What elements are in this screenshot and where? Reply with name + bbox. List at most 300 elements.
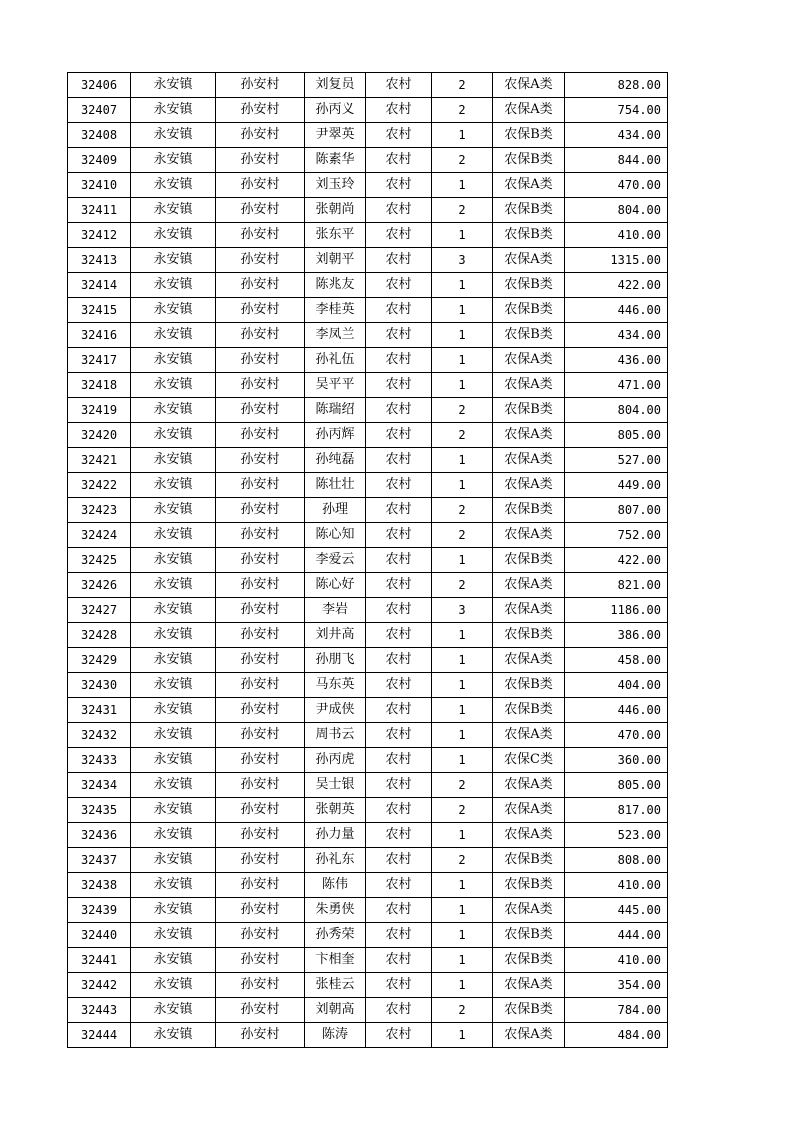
record-id-cell: 32421 — [68, 448, 131, 473]
amount-cell: 444.00 — [565, 923, 668, 948]
insurance-category-cell: 农保A类 — [493, 723, 565, 748]
amount-cell: 410.00 — [565, 223, 668, 248]
town-cell: 永安镇 — [131, 648, 216, 673]
household-count-cell: 1 — [432, 948, 493, 973]
household-count-cell: 3 — [432, 248, 493, 273]
insurance-category-cell: 农保A类 — [493, 373, 565, 398]
insurance-category-cell: 农保A类 — [493, 773, 565, 798]
record-id-cell: 32406 — [68, 73, 131, 98]
household-count-cell: 1 — [432, 673, 493, 698]
record-id-cell: 32442 — [68, 973, 131, 998]
name-cell: 孙理 — [305, 498, 366, 523]
amount-cell: 404.00 — [565, 673, 668, 698]
household-count-cell: 2 — [432, 998, 493, 1023]
record-id-cell: 32430 — [68, 673, 131, 698]
amount-cell: 422.00 — [565, 548, 668, 573]
town-cell: 永安镇 — [131, 273, 216, 298]
area-type-cell: 农村 — [366, 748, 432, 773]
amount-cell: 434.00 — [565, 323, 668, 348]
household-count-cell: 1 — [432, 873, 493, 898]
name-cell: 陈心知 — [305, 523, 366, 548]
name-cell: 李岩 — [305, 598, 366, 623]
village-cell: 孙安村 — [216, 623, 305, 648]
table-row — [68, 523, 668, 548]
table-row — [68, 848, 668, 873]
village-cell: 孙安村 — [216, 273, 305, 298]
town-cell: 永安镇 — [131, 898, 216, 923]
name-cell: 孙力量 — [305, 823, 366, 848]
table-row — [68, 598, 668, 623]
insurance-category-cell: 农保A类 — [493, 173, 565, 198]
area-type-cell: 农村 — [366, 223, 432, 248]
village-cell: 孙安村 — [216, 598, 305, 623]
name-cell: 孙丙虎 — [305, 748, 366, 773]
table-row — [68, 573, 668, 598]
town-cell: 永安镇 — [131, 548, 216, 573]
record-id-cell: 32434 — [68, 773, 131, 798]
record-id-cell: 32417 — [68, 348, 131, 373]
table-row — [68, 698, 668, 723]
village-cell: 孙安村 — [216, 973, 305, 998]
name-cell: 陈伟 — [305, 873, 366, 898]
household-count-cell: 3 — [432, 598, 493, 623]
insurance-category-cell: 农保B类 — [493, 948, 565, 973]
record-id-cell: 32412 — [68, 223, 131, 248]
town-cell: 永安镇 — [131, 823, 216, 848]
name-cell: 吴平平 — [305, 373, 366, 398]
table-row — [68, 398, 668, 423]
town-cell: 永安镇 — [131, 148, 216, 173]
household-count-cell: 1 — [432, 723, 493, 748]
town-cell: 永安镇 — [131, 423, 216, 448]
area-type-cell: 农村 — [366, 823, 432, 848]
name-cell: 孙秀荣 — [305, 923, 366, 948]
record-id-cell: 32420 — [68, 423, 131, 448]
amount-cell: 386.00 — [565, 623, 668, 648]
village-cell: 孙安村 — [216, 348, 305, 373]
household-count-cell: 1 — [432, 698, 493, 723]
household-count-cell: 1 — [432, 473, 493, 498]
village-cell: 孙安村 — [216, 998, 305, 1023]
town-cell: 永安镇 — [131, 623, 216, 648]
amount-cell: 817.00 — [565, 798, 668, 823]
record-id-cell: 32438 — [68, 873, 131, 898]
table-row — [68, 723, 668, 748]
table-row — [68, 623, 668, 648]
amount-cell: 805.00 — [565, 773, 668, 798]
area-type-cell: 农村 — [366, 973, 432, 998]
amount-cell: 804.00 — [565, 198, 668, 223]
insurance-category-cell: 农保B类 — [493, 198, 565, 223]
town-cell: 永安镇 — [131, 398, 216, 423]
village-cell: 孙安村 — [216, 748, 305, 773]
insurance-category-cell: 农保A类 — [493, 648, 565, 673]
name-cell: 李桂英 — [305, 298, 366, 323]
village-cell: 孙安村 — [216, 873, 305, 898]
town-cell: 永安镇 — [131, 998, 216, 1023]
amount-cell: 434.00 — [565, 123, 668, 148]
area-type-cell: 农村 — [366, 573, 432, 598]
village-cell: 孙安村 — [216, 423, 305, 448]
insurance-category-cell: 农保B类 — [493, 148, 565, 173]
village-cell: 孙安村 — [216, 823, 305, 848]
name-cell: 吴士银 — [305, 773, 366, 798]
record-id-cell: 32407 — [68, 98, 131, 123]
area-type-cell: 农村 — [366, 698, 432, 723]
table-row — [68, 823, 668, 848]
table-row — [68, 123, 668, 148]
record-id-cell: 32436 — [68, 823, 131, 848]
insurance-category-cell: 农保A类 — [493, 598, 565, 623]
insurance-category-cell: 农保A类 — [493, 473, 565, 498]
area-type-cell: 农村 — [366, 598, 432, 623]
town-cell: 永安镇 — [131, 598, 216, 623]
household-count-cell: 1 — [432, 898, 493, 923]
household-count-cell: 1 — [432, 223, 493, 248]
table-row — [68, 998, 668, 1023]
insurance-category-cell: 农保B类 — [493, 223, 565, 248]
household-count-cell: 1 — [432, 373, 493, 398]
name-cell: 孙礼伍 — [305, 348, 366, 373]
village-cell: 孙安村 — [216, 648, 305, 673]
insurance-category-cell: 农保B类 — [493, 923, 565, 948]
name-cell: 陈瑞绍 — [305, 398, 366, 423]
record-id-cell: 32432 — [68, 723, 131, 748]
table-row — [68, 248, 668, 273]
household-count-cell: 1 — [432, 973, 493, 998]
record-id-cell: 32425 — [68, 548, 131, 573]
area-type-cell: 农村 — [366, 73, 432, 98]
town-cell: 永安镇 — [131, 673, 216, 698]
name-cell: 李凤兰 — [305, 323, 366, 348]
village-cell: 孙安村 — [216, 373, 305, 398]
town-cell: 永安镇 — [131, 248, 216, 273]
area-type-cell: 农村 — [366, 648, 432, 673]
amount-cell: 422.00 — [565, 273, 668, 298]
area-type-cell: 农村 — [366, 198, 432, 223]
town-cell: 永安镇 — [131, 348, 216, 373]
amount-cell: 436.00 — [565, 348, 668, 373]
insurance-category-cell: 农保A类 — [493, 1023, 565, 1048]
record-id-cell: 32435 — [68, 798, 131, 823]
household-count-cell: 2 — [432, 148, 493, 173]
area-type-cell: 农村 — [366, 1023, 432, 1048]
table-row — [68, 1023, 668, 1048]
town-cell: 永安镇 — [131, 848, 216, 873]
household-count-cell: 1 — [432, 748, 493, 773]
amount-cell: 458.00 — [565, 648, 668, 673]
village-cell: 孙安村 — [216, 773, 305, 798]
record-id-cell: 32410 — [68, 173, 131, 198]
village-cell: 孙安村 — [216, 248, 305, 273]
town-cell: 永安镇 — [131, 798, 216, 823]
record-id-cell: 32431 — [68, 698, 131, 723]
name-cell: 刘井高 — [305, 623, 366, 648]
table-row — [68, 98, 668, 123]
record-id-cell: 32444 — [68, 1023, 131, 1048]
insurance-category-cell: 农保B类 — [493, 398, 565, 423]
record-id-cell: 32409 — [68, 148, 131, 173]
household-count-cell: 1 — [432, 323, 493, 348]
household-count-cell: 2 — [432, 773, 493, 798]
household-count-cell: 1 — [432, 173, 493, 198]
record-id-cell: 32433 — [68, 748, 131, 773]
village-cell: 孙安村 — [216, 698, 305, 723]
town-cell: 永安镇 — [131, 923, 216, 948]
amount-cell: 844.00 — [565, 148, 668, 173]
name-cell: 卞相奎 — [305, 948, 366, 973]
village-cell: 孙安村 — [216, 898, 305, 923]
area-type-cell: 农村 — [366, 498, 432, 523]
area-type-cell: 农村 — [366, 548, 432, 573]
record-id-cell: 32413 — [68, 248, 131, 273]
amount-cell: 354.00 — [565, 973, 668, 998]
area-type-cell: 农村 — [366, 348, 432, 373]
amount-cell: 471.00 — [565, 373, 668, 398]
household-count-cell: 2 — [432, 848, 493, 873]
area-type-cell: 农村 — [366, 473, 432, 498]
name-cell: 刘复员 — [305, 73, 366, 98]
area-type-cell: 农村 — [366, 798, 432, 823]
insurance-category-cell: 农保A类 — [493, 973, 565, 998]
name-cell: 尹翠英 — [305, 123, 366, 148]
table-row — [68, 448, 668, 473]
household-count-cell: 2 — [432, 798, 493, 823]
insurance-category-cell: 农保B类 — [493, 123, 565, 148]
town-cell: 永安镇 — [131, 298, 216, 323]
village-cell: 孙安村 — [216, 798, 305, 823]
amount-cell: 360.00 — [565, 748, 668, 773]
table-body — [68, 73, 668, 1048]
village-cell: 孙安村 — [216, 1023, 305, 1048]
name-cell: 陈心好 — [305, 573, 366, 598]
amount-cell: 1186.00 — [565, 598, 668, 623]
household-count-cell: 2 — [432, 98, 493, 123]
name-cell: 马东英 — [305, 673, 366, 698]
amount-cell: 527.00 — [565, 448, 668, 473]
table-row — [68, 648, 668, 673]
town-cell: 永安镇 — [131, 323, 216, 348]
town-cell: 永安镇 — [131, 523, 216, 548]
town-cell: 永安镇 — [131, 748, 216, 773]
household-count-cell: 2 — [432, 73, 493, 98]
town-cell: 永安镇 — [131, 698, 216, 723]
amount-cell: 446.00 — [565, 298, 668, 323]
name-cell: 陈素华 — [305, 148, 366, 173]
town-cell: 永安镇 — [131, 473, 216, 498]
name-cell: 孙纯磊 — [305, 448, 366, 473]
insurance-category-cell: 农保B类 — [493, 273, 565, 298]
town-cell: 永安镇 — [131, 373, 216, 398]
village-cell: 孙安村 — [216, 73, 305, 98]
amount-cell: 821.00 — [565, 573, 668, 598]
insurance-category-cell: 农保A类 — [493, 448, 565, 473]
village-cell: 孙安村 — [216, 923, 305, 948]
insurance-category-cell: 农保B类 — [493, 848, 565, 873]
household-count-cell: 2 — [432, 398, 493, 423]
area-type-cell: 农村 — [366, 723, 432, 748]
amount-cell: 484.00 — [565, 1023, 668, 1048]
amount-cell: 828.00 — [565, 73, 668, 98]
insurance-category-cell: 农保A类 — [493, 823, 565, 848]
table-row — [68, 348, 668, 373]
record-id-cell: 32411 — [68, 198, 131, 223]
table-row — [68, 323, 668, 348]
insurance-category-cell: 农保B类 — [493, 548, 565, 573]
insurance-category-cell: 农保B类 — [493, 298, 565, 323]
table-row — [68, 473, 668, 498]
household-count-cell: 1 — [432, 348, 493, 373]
village-cell: 孙安村 — [216, 573, 305, 598]
insurance-category-cell: 农保B类 — [493, 698, 565, 723]
village-cell: 孙安村 — [216, 148, 305, 173]
record-id-cell: 32440 — [68, 923, 131, 948]
area-type-cell: 农村 — [366, 998, 432, 1023]
town-cell: 永安镇 — [131, 448, 216, 473]
area-type-cell: 农村 — [366, 948, 432, 973]
town-cell: 永安镇 — [131, 573, 216, 598]
area-type-cell: 农村 — [366, 423, 432, 448]
name-cell: 陈壮壮 — [305, 473, 366, 498]
table-row — [68, 198, 668, 223]
name-cell: 张桂云 — [305, 973, 366, 998]
village-cell: 孙安村 — [216, 198, 305, 223]
record-id-cell: 32422 — [68, 473, 131, 498]
area-type-cell: 农村 — [366, 173, 432, 198]
record-id-cell: 32415 — [68, 298, 131, 323]
area-type-cell: 农村 — [366, 398, 432, 423]
name-cell: 张朝英 — [305, 798, 366, 823]
name-cell: 孙朋飞 — [305, 648, 366, 673]
name-cell: 孙礼东 — [305, 848, 366, 873]
area-type-cell: 农村 — [366, 248, 432, 273]
insurance-category-cell: 农保A类 — [493, 423, 565, 448]
amount-cell: 470.00 — [565, 723, 668, 748]
town-cell: 永安镇 — [131, 498, 216, 523]
area-type-cell: 农村 — [366, 623, 432, 648]
household-count-cell: 2 — [432, 498, 493, 523]
table-row — [68, 748, 668, 773]
table-row — [68, 173, 668, 198]
table-row — [68, 548, 668, 573]
name-cell: 周书云 — [305, 723, 366, 748]
table-row — [68, 673, 668, 698]
amount-cell: 1315.00 — [565, 248, 668, 273]
area-type-cell: 农村 — [366, 448, 432, 473]
insurance-category-cell: 农保B类 — [493, 998, 565, 1023]
amount-cell: 754.00 — [565, 98, 668, 123]
town-cell: 永安镇 — [131, 773, 216, 798]
record-id-cell: 32428 — [68, 623, 131, 648]
town-cell: 永安镇 — [131, 223, 216, 248]
record-id-cell: 32437 — [68, 848, 131, 873]
insurance-category-cell: 农保A类 — [493, 573, 565, 598]
town-cell: 永安镇 — [131, 973, 216, 998]
household-count-cell: 1 — [432, 923, 493, 948]
area-type-cell: 农村 — [366, 848, 432, 873]
record-id-cell: 32441 — [68, 948, 131, 973]
amount-cell: 445.00 — [565, 898, 668, 923]
record-id-cell: 32424 — [68, 523, 131, 548]
area-type-cell: 农村 — [366, 773, 432, 798]
record-id-cell: 32443 — [68, 998, 131, 1023]
insurance-category-cell: 农保A类 — [493, 898, 565, 923]
village-cell: 孙安村 — [216, 298, 305, 323]
table-row — [68, 223, 668, 248]
household-count-cell: 1 — [432, 298, 493, 323]
amount-cell: 804.00 — [565, 398, 668, 423]
area-type-cell: 农村 — [366, 673, 432, 698]
insurance-category-cell: 农保B类 — [493, 498, 565, 523]
insurance-category-cell: 农保B类 — [493, 323, 565, 348]
record-id-cell: 32414 — [68, 273, 131, 298]
household-count-cell: 1 — [432, 448, 493, 473]
village-cell: 孙安村 — [216, 123, 305, 148]
amount-cell: 410.00 — [565, 948, 668, 973]
area-type-cell: 农村 — [366, 273, 432, 298]
household-count-cell: 1 — [432, 623, 493, 648]
record-id-cell: 32408 — [68, 123, 131, 148]
insurance-category-cell: 农保B类 — [493, 673, 565, 698]
name-cell: 孙丙义 — [305, 98, 366, 123]
insurance-category-cell: 农保A类 — [493, 73, 565, 98]
village-cell: 孙安村 — [216, 323, 305, 348]
data-table — [67, 72, 668, 1048]
insurance-category-cell: 农保C类 — [493, 748, 565, 773]
amount-cell: 449.00 — [565, 473, 668, 498]
area-type-cell: 农村 — [366, 123, 432, 148]
household-count-cell: 2 — [432, 573, 493, 598]
area-type-cell: 农村 — [366, 923, 432, 948]
area-type-cell: 农村 — [366, 323, 432, 348]
area-type-cell: 农村 — [366, 898, 432, 923]
table-row — [68, 498, 668, 523]
village-cell: 孙安村 — [216, 523, 305, 548]
town-cell: 永安镇 — [131, 73, 216, 98]
name-cell: 张朝尚 — [305, 198, 366, 223]
household-count-cell: 2 — [432, 198, 493, 223]
table-row — [68, 923, 668, 948]
record-id-cell: 32429 — [68, 648, 131, 673]
table-row — [68, 873, 668, 898]
insurance-category-cell: 农保A类 — [493, 348, 565, 373]
town-cell: 永安镇 — [131, 1023, 216, 1048]
household-count-cell: 1 — [432, 1023, 493, 1048]
insurance-category-cell: 农保B类 — [493, 873, 565, 898]
town-cell: 永安镇 — [131, 173, 216, 198]
record-id-cell: 32427 — [68, 598, 131, 623]
amount-cell: 805.00 — [565, 423, 668, 448]
insurance-category-cell: 农保A类 — [493, 523, 565, 548]
amount-cell: 410.00 — [565, 873, 668, 898]
name-cell: 陈兆友 — [305, 273, 366, 298]
town-cell: 永安镇 — [131, 198, 216, 223]
town-cell: 永安镇 — [131, 723, 216, 748]
table-row — [68, 73, 668, 98]
name-cell: 陈涛 — [305, 1023, 366, 1048]
table-row — [68, 273, 668, 298]
table-row — [68, 423, 668, 448]
table-row — [68, 973, 668, 998]
area-type-cell: 农村 — [366, 873, 432, 898]
name-cell: 张东平 — [305, 223, 366, 248]
area-type-cell: 农村 — [366, 298, 432, 323]
village-cell: 孙安村 — [216, 723, 305, 748]
table-row — [68, 148, 668, 173]
record-id-cell: 32419 — [68, 398, 131, 423]
table-row — [68, 798, 668, 823]
area-type-cell: 农村 — [366, 523, 432, 548]
